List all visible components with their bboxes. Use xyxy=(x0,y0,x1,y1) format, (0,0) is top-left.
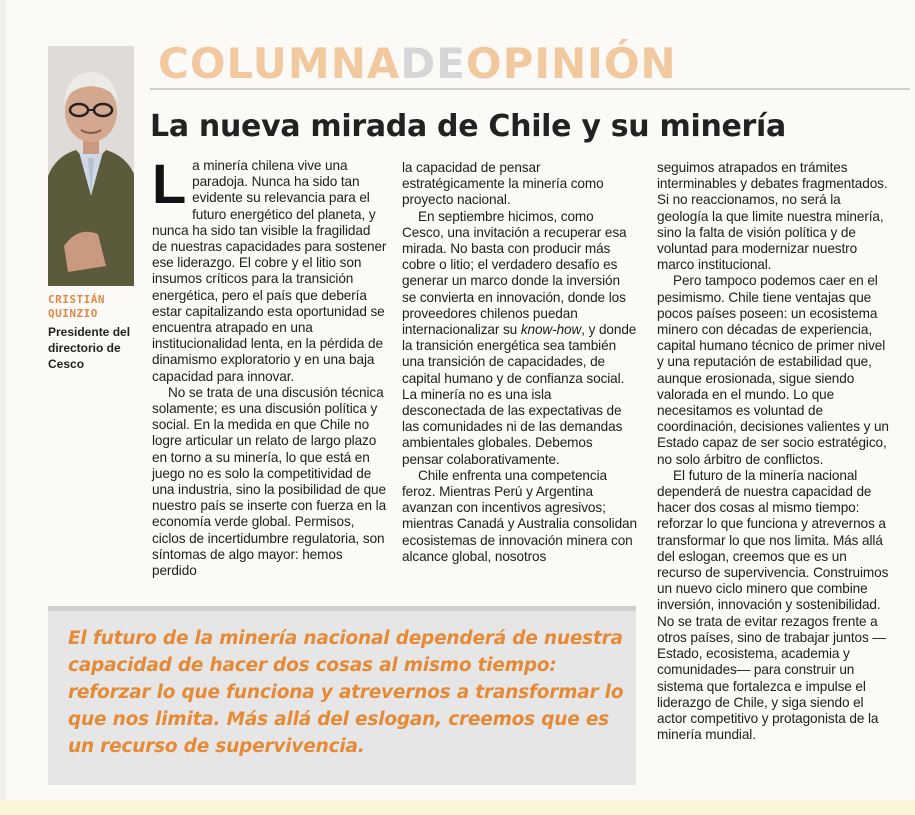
article-headline: La nueva mirada de Chile y su minería xyxy=(150,109,786,144)
page-edge xyxy=(0,0,6,815)
paragraph: Pero tampoco podemos caer en el pesimismo. Chile tiene ventajas que pocos países poseen: un ecosistema minero con décadas de experiencia, capital humano técnico de primer nivel y una reputación de estabilidad que, aunque erosionada, sigue siendo valorada en el mundo. Lo que necesitamos es voluntad de coordinación, decisiones valientes y un Estado capaz de ser socio estratégico, no solo árbitro de conflictos. xyxy=(657,273,889,467)
article-column-1 xyxy=(152,152,387,579)
article-column-2 xyxy=(402,160,637,565)
author-photo xyxy=(48,46,134,286)
paragraph: El futuro de la minería nacional dependerá de nuestra capacidad de hacer dos cosas al mismo tiempo: reforzar lo que funciona y atrevernos a transformar lo que nos limita. Más allá del eslogan, creemos que es un recurso de supervivencia. Construimos un nuevo ciclo minero que combine inversión, innovación y sostenibilidad. No se trata de evitar rezagos frente a otros países, sino de trabajar juntos —Estado, ecosistema, academia y comunidades— para construir un sistema que fortalezca e impulse el liderazgo de Chile, y siga siendo el actor competitivo y protagonista de la minería mundial. xyxy=(657,467,889,743)
article-column-3 xyxy=(657,160,892,743)
section-title-part2: DE xyxy=(400,39,466,88)
paragraph xyxy=(152,152,387,385)
author-portrait-illustration xyxy=(48,46,134,286)
paragraph-text: En septiembre hicimos, como Cesco, una invitación a recuperar esa mirada. No basta con producir más cobre o litio; el verdadero desafío es generar un marco donde la inversión se convierta en innovación, donde los proveedores chilenos puedan internacionalizar su xyxy=(402,208,627,338)
pull-quote: El futuro de la minería nacional dependerá de nuestra capacidad de hacer dos cosas al mismo tiempo: reforzar lo que funciona y atrevernos a transformar lo que nos limita. Más allá del eslogan, creemos que es un recurso de supervivencia. xyxy=(68,628,624,757)
author-last-name: QUINZIO xyxy=(48,307,98,320)
paragraph-text: a minería chilena vive una paradoja. Nunca ha sido tan evidente su relevancia para el futuro energético del planeta, y nunca ha sido tan visible la fragilidad de nuestras capacidades para sostener ese liderazgo. El cobre y el litio son insumos críticos para la transición energética, pero el país que debería estar capitalizando esta oportunidad se encuentra atrapado en una institucionalidad lenta, en la pérdida de dinamismo exploratorio y en una baja capacidad para innovar. xyxy=(152,158,387,384)
paragraph: No se trata de una discusión técnica solamente; es una discusión política y social. En la medida en que Chile no logre articular un relato de largo plazo en torno a su minería, lo que está en juego no es solo la competitividad de una industria, sino la posibilidad de que nuestro país se inserte con fuerza en la economía verde global. Permisos, ciclos de incertidumbre regulatoria, son síntomas de algo mayor: hemos perdido xyxy=(152,384,387,579)
author-role: Presidente del directorio de Cesco xyxy=(48,325,131,371)
paragraph: seguimos atrapados en trámites interminables y debates fragmentados. Si no reaccionamos, no será la geología la que limite nuestra minería, sino la falta de visión política y de voluntad para modernizar nuestro marco institucional. xyxy=(657,160,888,273)
italic-term: know-how xyxy=(520,322,582,338)
drop-cap: L xyxy=(152,152,187,215)
paragraph xyxy=(402,209,637,468)
author-first-name: CRISTIÁN xyxy=(48,293,105,306)
paragraph: la capacidad de pensar estratégicamente la minería como proyecto nacional. xyxy=(402,160,604,208)
section-title xyxy=(158,38,677,90)
paragraph-text: , y donde la transición energética sea también una transición de capacidades, de capital humano y de confianza social. La minería no es una isla desconectada de las expectativas de las comunidades ni de las demandas ambientales globales. Debemos pensar colaborativamente. xyxy=(402,322,637,467)
paragraph: Chile enfrenta una competencia feroz. Mientras Perú y Argentina avanzan con incentivos agresivos; mientras Canadá y Australia consolidan ecosistemas de innovación minera con alcance global, nosotros xyxy=(402,467,637,564)
section-title-part3: OPINIÓN xyxy=(465,39,677,88)
page-bottom-strip xyxy=(0,800,915,815)
author-name xyxy=(48,293,143,321)
section-title-part1: COLUMNA xyxy=(158,39,401,88)
